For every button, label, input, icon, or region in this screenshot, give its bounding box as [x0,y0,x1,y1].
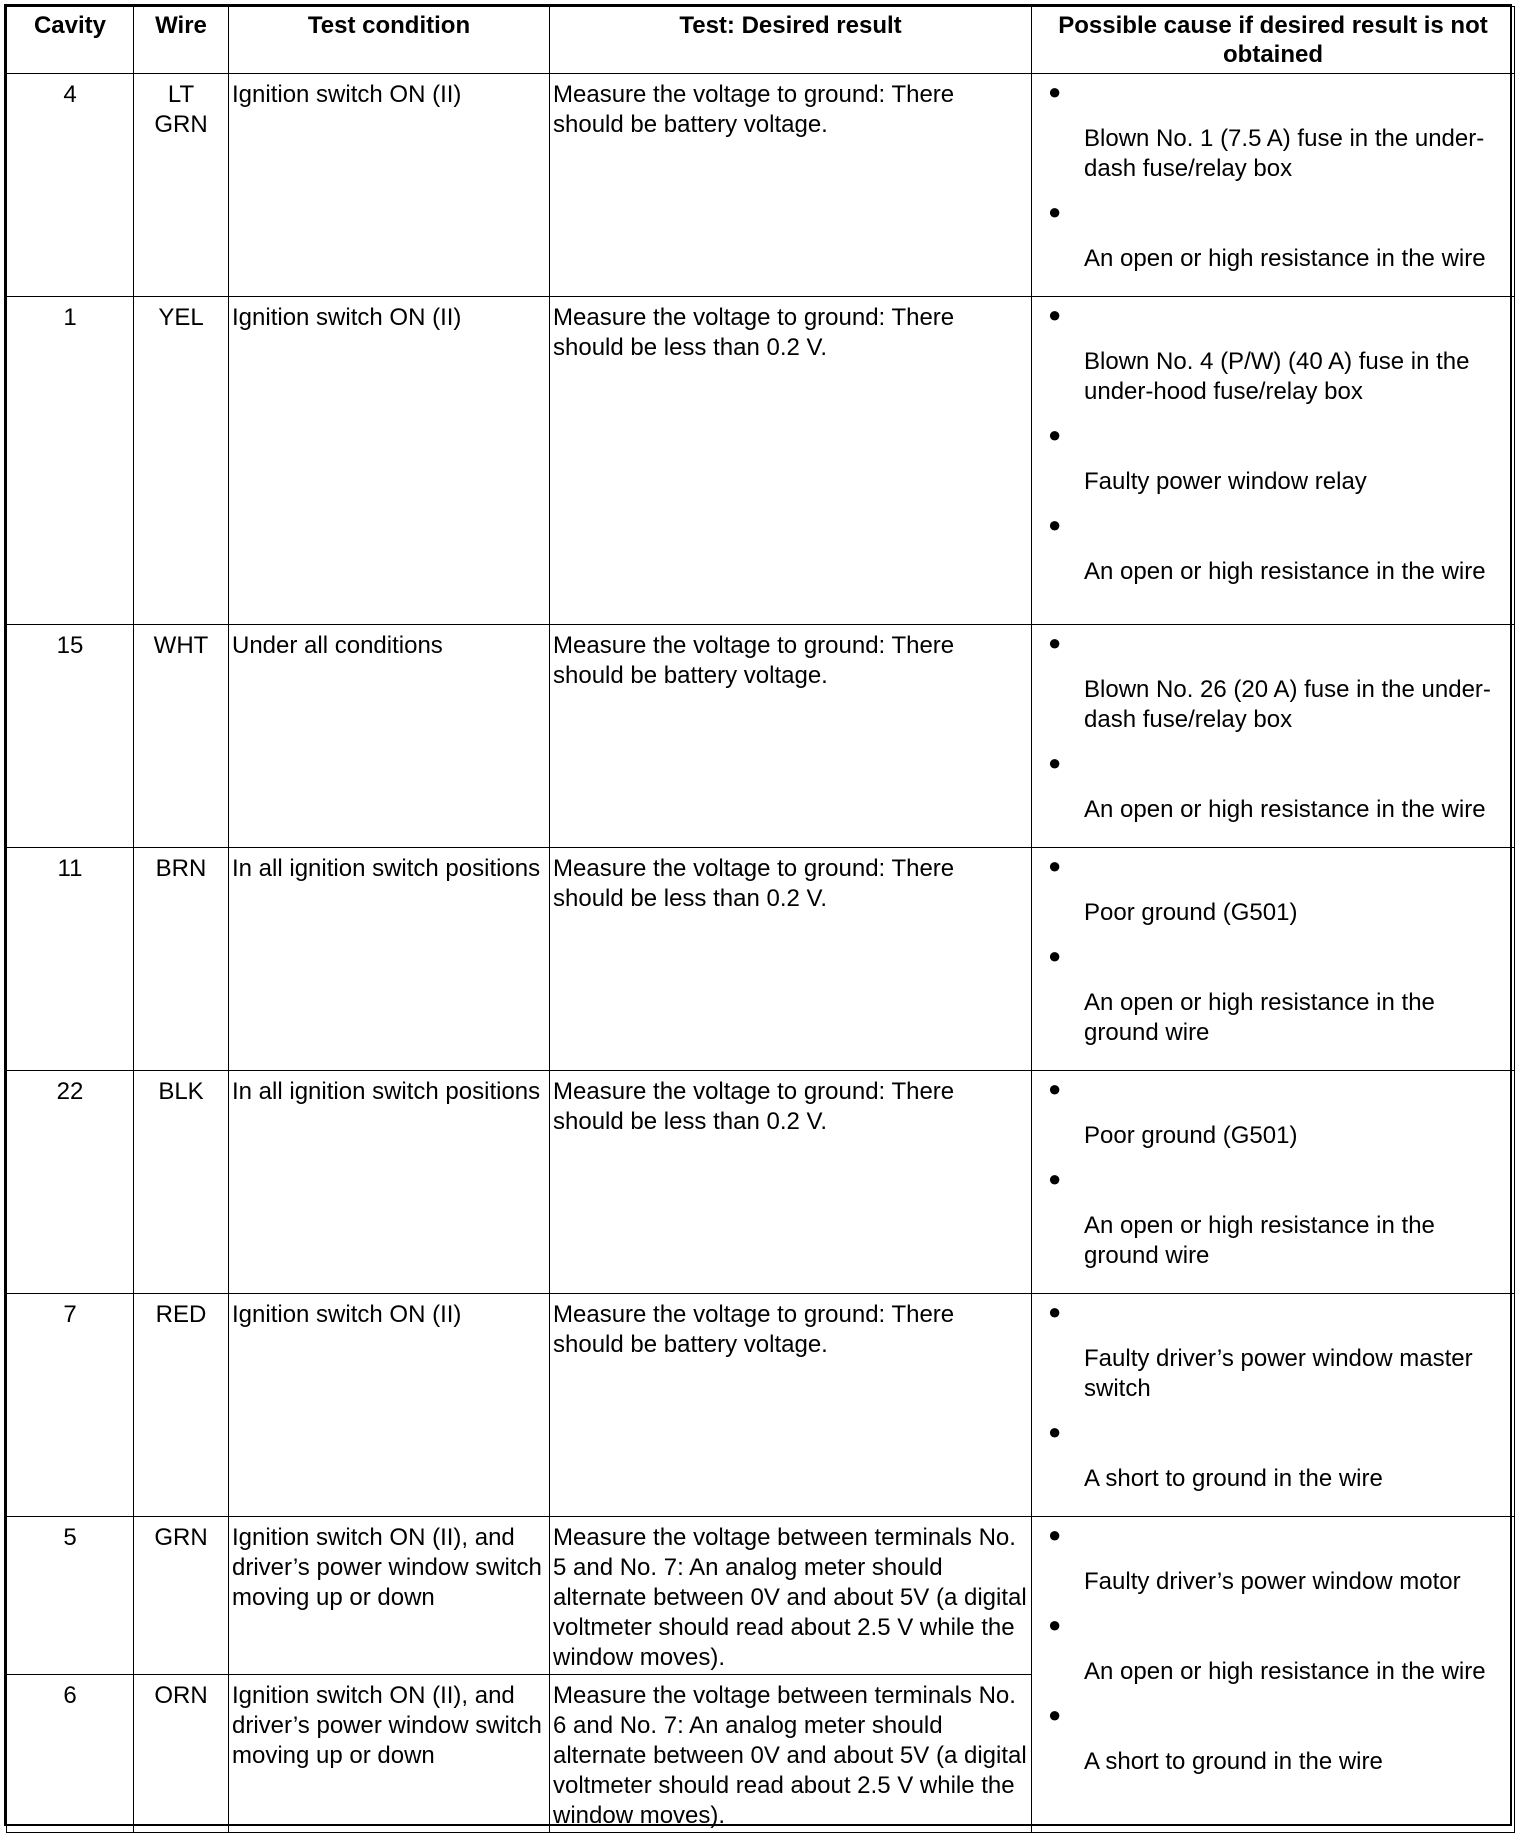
cause-list [1032,297,1514,587]
bullet-icon: ● [1048,1076,1062,1101]
wire-cell: YEL [134,297,229,625]
cause-item [1048,1521,1510,1597]
table-body [7,74,1515,1833]
bullet-icon: ● [1048,302,1062,327]
cause-text: An open or high resistance in the ground wire [1084,989,1435,1046]
cause-text: Faulty driver’s power window master switch [1084,1345,1473,1402]
test-condition-cell: Ignition switch ON (II) [229,74,550,297]
possible-cause-cell [1032,1517,1515,1833]
test-condition-cell: In all ignition switch positions [229,848,550,1071]
cause-text: Blown No. 4 (P/W) (40 A) fuse in the under-hood fuse/relay box [1084,348,1470,405]
cause-item [1048,198,1510,274]
cause-item [1048,1165,1510,1271]
possible-cause-cell [1032,848,1515,1071]
cause-item [1048,749,1510,825]
bullet-icon: ● [1048,422,1062,447]
test-condition-cell: Ignition switch ON (II), and driver’s power window switch moving up or down [229,1517,550,1675]
header-test-condition: Test condition [229,7,550,74]
desired-result-cell: Measure the voltage between terminals No. 6 and No. 7: An analog meter should alternate between 0V and about 5V (a digital voltmeter should read about 2.5 V while the window moves). [550,1675,1032,1833]
cavity-cell: 1 [7,297,134,625]
test-condition-cell: In all ignition switch positions [229,1071,550,1294]
bullet-icon: ● [1048,943,1062,968]
test-condition-cell: Ignition switch ON (II) [229,297,550,625]
wire-test-table [6,6,1515,1833]
bullet-icon: ● [1048,1299,1062,1324]
cause-list [1032,74,1514,274]
table-row [7,297,1515,625]
cause-text: An open or high resistance in the wire [1084,558,1486,585]
cause-item [1048,1418,1510,1494]
cause-item [1048,511,1510,587]
table-row [7,848,1515,1071]
header-possible-cause: Possible cause if desired result is not obtained [1032,7,1515,74]
table-row [7,1517,1515,1675]
test-condition-cell: Under all conditions [229,625,550,848]
bullet-icon: ● [1048,199,1062,224]
wire-cell: LT GRN [134,74,229,297]
header-cavity: Cavity [7,7,134,74]
cause-text: A short to ground in the wire [1084,1748,1383,1775]
cause-item [1048,629,1510,735]
cause-text: Faulty driver’s power window motor [1084,1568,1461,1595]
cause-text: An open or high resistance in the wire [1084,1658,1486,1685]
bullet-icon: ● [1048,750,1062,775]
table-row [7,1294,1515,1517]
cause-item [1048,78,1510,184]
cavity-cell: 7 [7,1294,134,1517]
bullet-icon: ● [1048,512,1062,537]
wire-cell: ORN [134,1675,229,1833]
bullet-icon: ● [1048,1612,1062,1637]
cause-list [1032,848,1514,1048]
cause-list [1032,1071,1514,1271]
cause-text: Poor ground (G501) [1084,1122,1298,1149]
cause-item [1048,1298,1510,1404]
cause-item [1048,1701,1510,1777]
cavity-cell: 6 [7,1675,134,1833]
table-row [7,1071,1515,1294]
possible-cause-cell [1032,1071,1515,1294]
cavity-cell: 11 [7,848,134,1071]
possible-cause-cell [1032,297,1515,625]
table-row [7,74,1515,297]
cause-item [1048,421,1510,497]
cause-text: Blown No. 1 (7.5 A) fuse in the under-dash fuse/relay box [1084,125,1485,182]
cause-list [1032,1517,1514,1777]
cause-text: Faulty power window relay [1084,468,1367,495]
header-row [7,7,1515,74]
cause-text: An open or high resistance in the ground wire [1084,1212,1435,1269]
desired-result-cell: Measure the voltage to ground: There should be battery voltage. [550,1294,1032,1517]
cause-text: Poor ground (G501) [1084,899,1298,926]
header-wire: Wire [134,7,229,74]
possible-cause-cell [1032,1294,1515,1517]
header-desired-result: Test: Desired result [550,7,1032,74]
cause-text: An open or high resistance in the wire [1084,245,1486,272]
test-condition-cell: Ignition switch ON (II) [229,1294,550,1517]
cavity-cell: 5 [7,1517,134,1675]
bullet-icon: ● [1048,79,1062,104]
cause-text: A short to ground in the wire [1084,1465,1383,1492]
desired-result-cell: Measure the voltage to ground: There should be less than 0.2 V. [550,848,1032,1071]
bullet-icon: ● [1048,853,1062,878]
wire-cell: GRN [134,1517,229,1675]
desired-result-cell: Measure the voltage to ground: There should be battery voltage. [550,625,1032,848]
cause-item [1048,942,1510,1048]
cause-item [1048,852,1510,928]
desired-result-cell: Measure the voltage to ground: There should be battery voltage. [550,74,1032,297]
cavity-cell: 22 [7,1071,134,1294]
table-row [7,625,1515,848]
wire-cell: WHT [134,625,229,848]
desired-result-cell: Measure the voltage between terminals No. 5 and No. 7: An analog meter should alternate between 0V and about 5V (a digital voltmeter should read about 2.5 V while the window moves). [550,1517,1032,1675]
bullet-icon: ● [1048,1522,1062,1547]
cavity-cell: 15 [7,625,134,848]
possible-cause-cell [1032,625,1515,848]
test-condition-cell: Ignition switch ON (II), and driver’s power window switch moving up or down [229,1675,550,1833]
bullet-icon: ● [1048,1166,1062,1191]
cause-list [1032,625,1514,825]
cause-item [1048,301,1510,407]
cause-item [1048,1075,1510,1151]
wire-cell: BRN [134,848,229,1071]
cause-text: Blown No. 26 (20 A) fuse in the under-dash fuse/relay box [1084,676,1491,733]
desired-result-cell: Measure the voltage to ground: There should be less than 0.2 V. [550,1071,1032,1294]
cause-list [1032,1294,1514,1494]
possible-cause-cell [1032,74,1515,297]
bullet-icon: ● [1048,630,1062,655]
desired-result-cell: Measure the voltage to ground: There should be less than 0.2 V. [550,297,1032,625]
cavity-cell: 4 [7,74,134,297]
bullet-icon: ● [1048,1419,1062,1444]
wire-cell: RED [134,1294,229,1517]
cause-item [1048,1611,1510,1687]
bullet-icon: ● [1048,1702,1062,1727]
wire-cell: BLK [134,1071,229,1294]
cause-text: An open or high resistance in the wire [1084,796,1486,823]
